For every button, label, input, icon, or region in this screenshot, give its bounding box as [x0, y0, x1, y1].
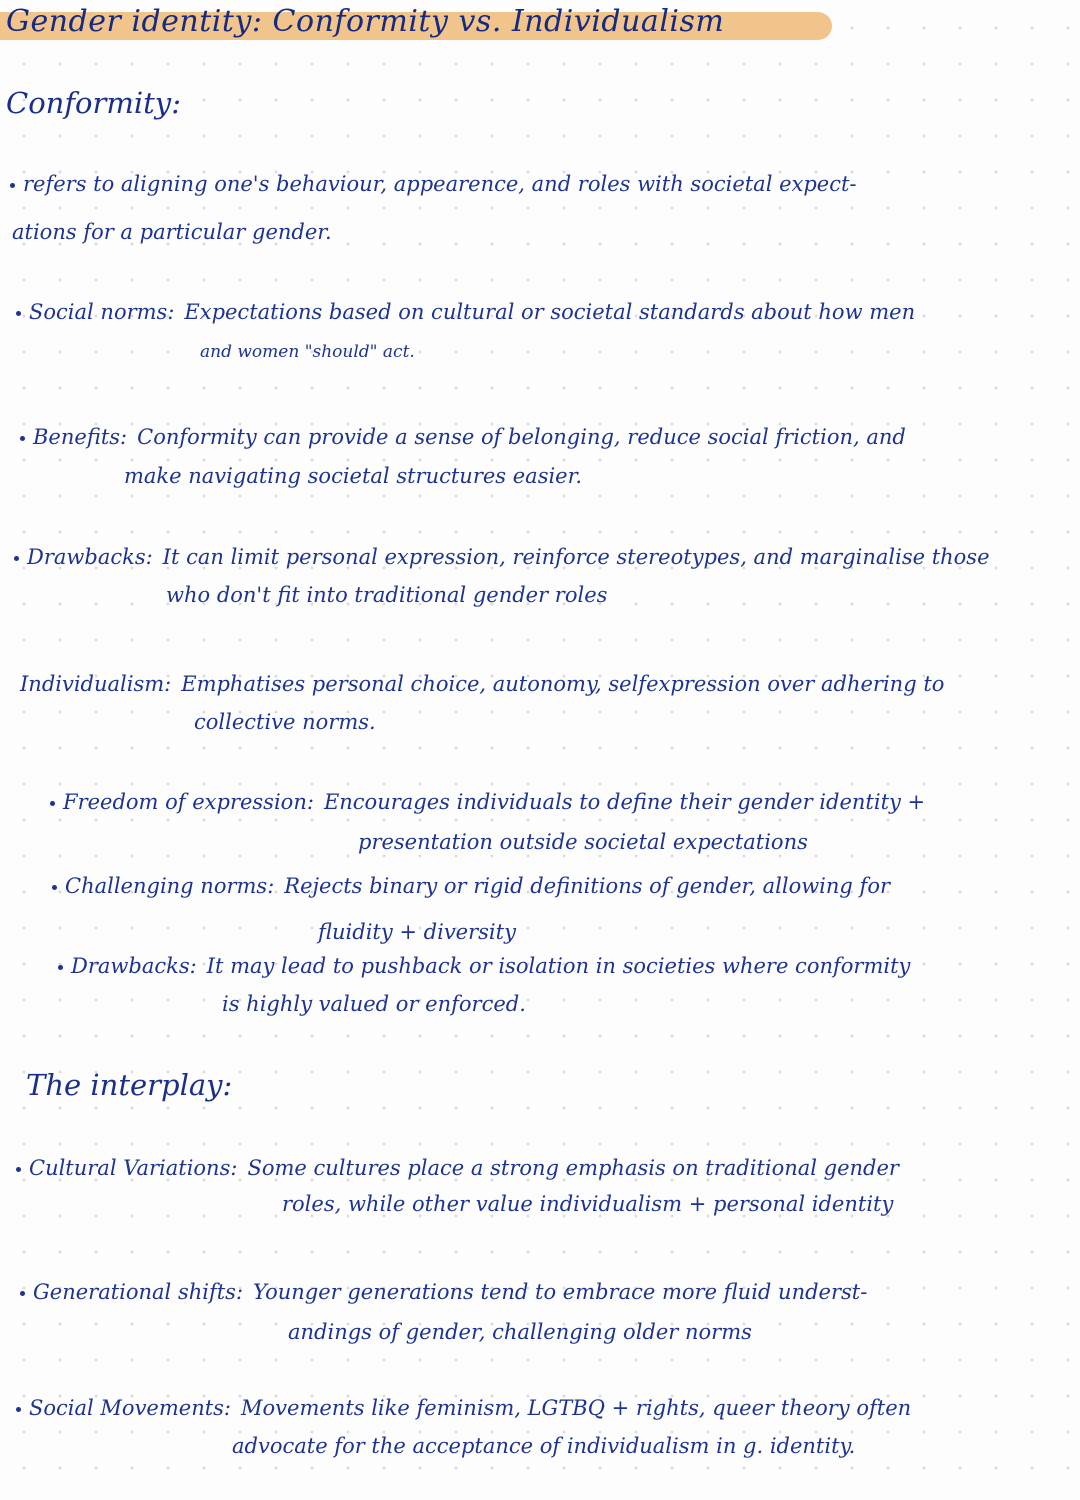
challenging-label: Challenging norms: [65, 874, 275, 898]
conformity-definition-line1: refers to aligning one's behaviour, appearence, and roles with societal expect- [10, 172, 857, 196]
challenging-line1: Challenging norms: Rejects binary or rigid definitions of gender, allowing for [52, 874, 890, 898]
cultural-line2: roles, while other value individualism + personal identity [282, 1192, 894, 1216]
generational-line1: Generational shifts: Younger generations tend to embrace more fluid underst- [20, 1280, 867, 1304]
bullet [20, 436, 25, 441]
generational-line2: andings of gender, challenging older norms [288, 1320, 752, 1344]
bullet [58, 965, 63, 970]
individualism-line2: collective norms. [194, 710, 376, 734]
conformity-drawbacks-line2: who don't fit into traditional gender roles [166, 583, 608, 607]
social-norms-line2: and women "should" act. [200, 342, 415, 362]
interplay-heading: The interplay: [26, 1068, 233, 1102]
benefits-line2: make navigating societal structures easier. [124, 464, 583, 488]
conformity-drawbacks-line1: Drawbacks: It can limit personal expression, reinforce stereotypes, and marginalise those [14, 545, 990, 569]
individualism-line1: Individualism: Emphatises personal choice, autonomy, selfexpression over adhering to [20, 672, 945, 696]
benefits-line1: Benefits: Conformity can provide a sense of belonging, reduce social friction, and [20, 425, 906, 449]
cultural-line1: Cultural Variations: Some cultures place a strong emphasis on traditional gender [16, 1156, 899, 1180]
bullet [10, 183, 15, 188]
conformity-drawbacks-label: Drawbacks: [27, 545, 153, 569]
individualism-drawbacks-line2: is highly valued or enforced. [222, 992, 526, 1016]
title-banner [0, 4, 835, 44]
bullet [52, 885, 57, 890]
freedom-line1: Freedom of expression: Encourages individuals to define their gender identity + [50, 790, 925, 814]
challenging-line2: fluidity + diversity [318, 920, 516, 944]
individualism-heading: Individualism: [20, 672, 172, 696]
conformity-definition-line2: ations for a particular gender. [12, 220, 332, 244]
generational-label: Generational shifts: [33, 1280, 244, 1304]
cultural-label: Cultural Variations: [29, 1156, 238, 1180]
conformity-heading: Conformity: [6, 86, 181, 120]
individualism-drawbacks-line1: Drawbacks: It may lead to pushback or isolation in societies where conformity [58, 954, 910, 978]
bullet [16, 1167, 21, 1172]
bullet [16, 311, 21, 316]
social-movements-line1: Social Movements: Movements like feminism, LGTBQ + rights, queer theory often [16, 1396, 911, 1420]
bullet [50, 801, 55, 806]
social-norms-label: Social norms: [29, 300, 175, 324]
social-norms-line1: Social norms: Expectations based on cultural or societal standards about how men [16, 300, 915, 324]
benefits-label: Benefits: [33, 425, 128, 449]
social-movements-label: Social Movements: [29, 1396, 232, 1420]
individualism-drawbacks-label: Drawbacks: [71, 954, 197, 978]
freedom-line2: presentation outside societal expectations [358, 830, 808, 854]
freedom-label: Freedom of expression: [63, 790, 314, 814]
social-movements-line2: advocate for the acceptance of individualism in g. identity. [232, 1434, 856, 1458]
bullet [16, 1407, 21, 1412]
bullet [14, 556, 19, 561]
bullet [20, 1291, 25, 1296]
page-title: Gender identity: Conformity vs. Individualism [6, 4, 725, 39]
